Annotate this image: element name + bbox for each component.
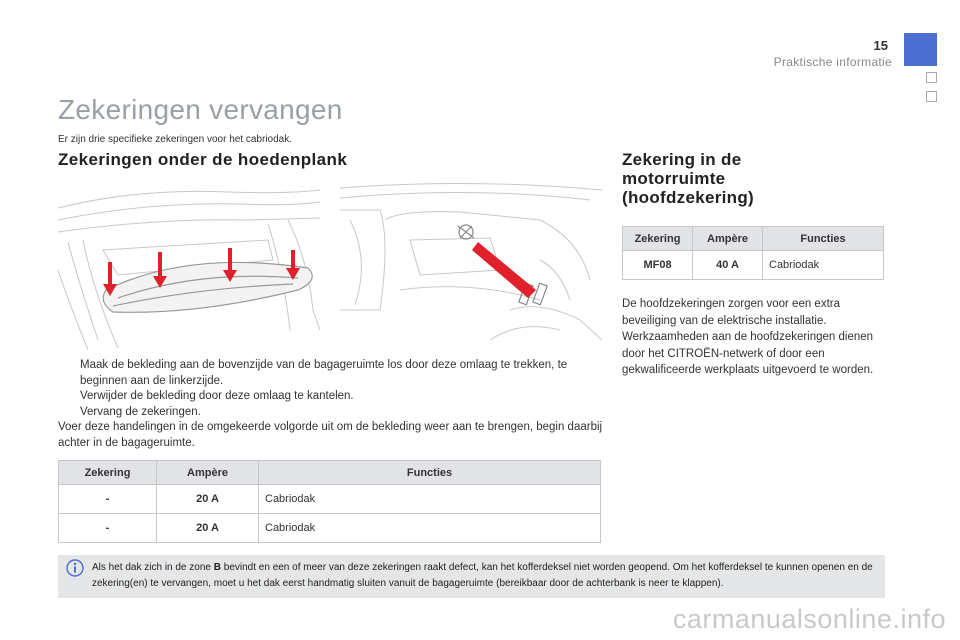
watermark: carmanualsonline.info xyxy=(672,604,946,634)
instruction-step-text: Verwijder de bekleding door deze omlaag te kantelen. xyxy=(80,390,354,402)
instruction-step-3 xyxy=(58,405,603,421)
instruction-step-text: Vervang de zekeringen. xyxy=(80,405,201,418)
chapter-box-2[interactable] xyxy=(926,72,937,83)
page-title: Zekeringen vervangen xyxy=(58,94,343,125)
col-functies: Functies xyxy=(763,227,884,251)
bullet-icon xyxy=(58,389,80,405)
col-zekering: Zekering xyxy=(59,461,157,485)
instruction-step-text: Maak de bekleding aan de bovenzijde van de bagageruimte los door deze omlaag te trekken, te beginnen aan de linkerzijde. xyxy=(80,359,568,387)
table-row xyxy=(59,514,601,543)
hat-shelf-fuse-table xyxy=(58,460,601,543)
heading-engine-fuse-line3: (hoofdzekering) xyxy=(622,188,754,207)
table-row xyxy=(59,485,601,514)
cell-ampere: 40 A xyxy=(693,251,763,280)
info-text-part2: bevindt en een of meer van deze zekeringen raakt defect, kan het kofferdeksel niet worden geopend. Om het kofferdeksel te kunnen openen en de zekering(en) te vervangen, moet u het dak eerst handmatig sluiten vanuit de bagageruimte (bereikbaar door de achterbank is neer te klappen). xyxy=(92,562,873,589)
col-ampere: Ampère xyxy=(693,227,763,251)
cell-functie: Cabriodak xyxy=(259,485,601,514)
heading-engine-fuse xyxy=(622,150,822,207)
bullet-icon xyxy=(58,358,80,389)
instruction-step-1 xyxy=(58,358,603,389)
chapter-tab[interactable] xyxy=(904,33,937,66)
heading-engine-fuse-line1: Zekering in de xyxy=(622,150,742,169)
info-zone-label: B xyxy=(213,562,221,573)
boot-trim-drawing xyxy=(58,180,320,350)
info-text-part1: Als het dak zich in de zone xyxy=(92,562,214,573)
instructions xyxy=(58,358,603,451)
col-functies: Functies xyxy=(259,461,601,485)
cell-zekering: MF08 xyxy=(623,251,693,280)
main-fuse-note: De hoofdzekeringen zorgen voor een extra beveiliging van de elektrische installatie. Werkzaamheden aan de hoofdzekeringen dienen door het CITROËN-netwerk of door een gekwalificeerde werkplaats uitgevoerd te worden. xyxy=(622,298,874,376)
cell-functie: Cabriodak xyxy=(259,514,601,543)
col-zekering: Zekering xyxy=(623,227,693,251)
table-row xyxy=(623,251,884,280)
chapter-box-3[interactable] xyxy=(926,91,937,102)
cell-ampere: 20 A xyxy=(157,485,259,514)
instruction-step-2 xyxy=(58,389,603,405)
heading-engine-fuse-line2: motorruimte xyxy=(622,169,726,188)
info-box xyxy=(58,555,885,598)
section-name: Praktische informatie xyxy=(773,55,892,69)
illustration-engine-fuse xyxy=(340,180,602,350)
page-number: 15 xyxy=(873,38,888,53)
intro-text: Er zijn drie specifieke zekeringen voor het cabriodak. xyxy=(58,134,293,145)
info-text xyxy=(92,560,875,592)
bullet-icon xyxy=(58,405,80,421)
illustration-boot-trim xyxy=(58,180,320,350)
engine-fuse-drawing xyxy=(340,180,602,350)
col-ampere: Ampère xyxy=(157,461,259,485)
heading-hat-shelf-fuses: Zekeringen onder de hoedenplank xyxy=(58,150,348,169)
cell-zekering: - xyxy=(59,514,157,543)
cell-ampere: 20 A xyxy=(157,514,259,543)
info-icon xyxy=(66,559,84,577)
reassembly-note: Voer deze handelingen in de omgekeerde volgorde uit om de bekleding weer aan te brengen, begin daarbij achter in de bagageruimte. xyxy=(58,421,603,449)
cell-zekering: - xyxy=(59,485,157,514)
engine-fuse-table xyxy=(622,226,884,280)
cell-functie: Cabriodak xyxy=(763,251,884,280)
